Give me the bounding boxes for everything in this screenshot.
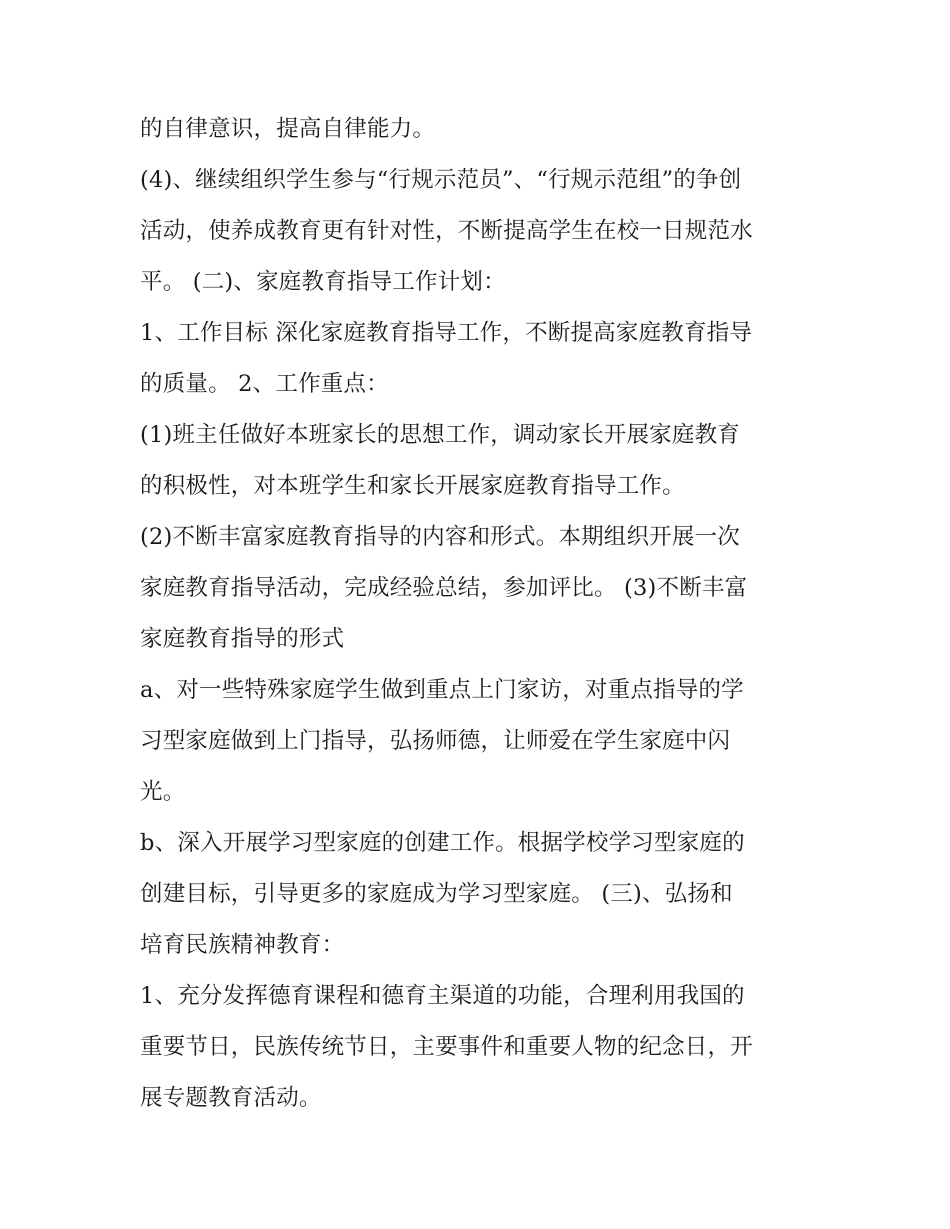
text-line: 1、充分发挥德育课程和德育主渠道的功能，合理利用我国的 [140, 983, 745, 1009]
text-line: 光。 [140, 779, 186, 805]
text-line: (4)、继续组织学生参与“行规示范员”、“行规示范组”的争创 [140, 167, 742, 193]
text-line: 家庭教育指导活动，完成经验总结，参加评比。 (3)不断丰富 [140, 575, 748, 601]
text-line: (1)班主任做好本班家长的思想工作，调动家长开展家庭教育 [140, 422, 740, 448]
text-line: 平。 (二)、家庭教育指导工作计划： [140, 269, 506, 295]
text-line: 的积极性，对本班学生和家长开展家庭教育指导工作。 [140, 473, 685, 499]
document-body [140, 104, 820, 1124]
text-line: 1、工作目标 深化家庭教育指导工作，不断提高家庭教育指导 [140, 320, 753, 346]
text-line: 展专题教育活动。 [140, 1085, 322, 1111]
text-line: b、深入开展学习型家庭的创建工作。根据学校学习型家庭的 [140, 830, 745, 856]
text-line: 培育民族精神教育： [140, 932, 345, 958]
text-line: (2)不断丰富家庭教育指导的内容和形式。本期组织开展一次 [140, 524, 740, 550]
text-line: 的自律意识，提高自律能力。 [140, 116, 436, 142]
text-line: 活动，使养成教育更有针对性，不断提高学生在校一日规范水 [140, 218, 753, 244]
text-line: 习型家庭做到上门指导，弘扬师德，让师爱在学生家庭中闪 [140, 728, 731, 754]
text-line: 创建目标，引导更多的家庭成为学习型家庭。 (三)、弘扬和 [140, 881, 733, 907]
text-line: 的质量。 2、工作重点： [140, 371, 389, 397]
text-line: 重要节日，民族传统节日，主要事件和重要人物的纪念日，开 [140, 1034, 753, 1060]
text-line: 家庭教育指导的形式 [140, 626, 345, 652]
text-line: a、对一些特殊家庭学生做到重点上门家访，对重点指导的学 [140, 677, 744, 703]
